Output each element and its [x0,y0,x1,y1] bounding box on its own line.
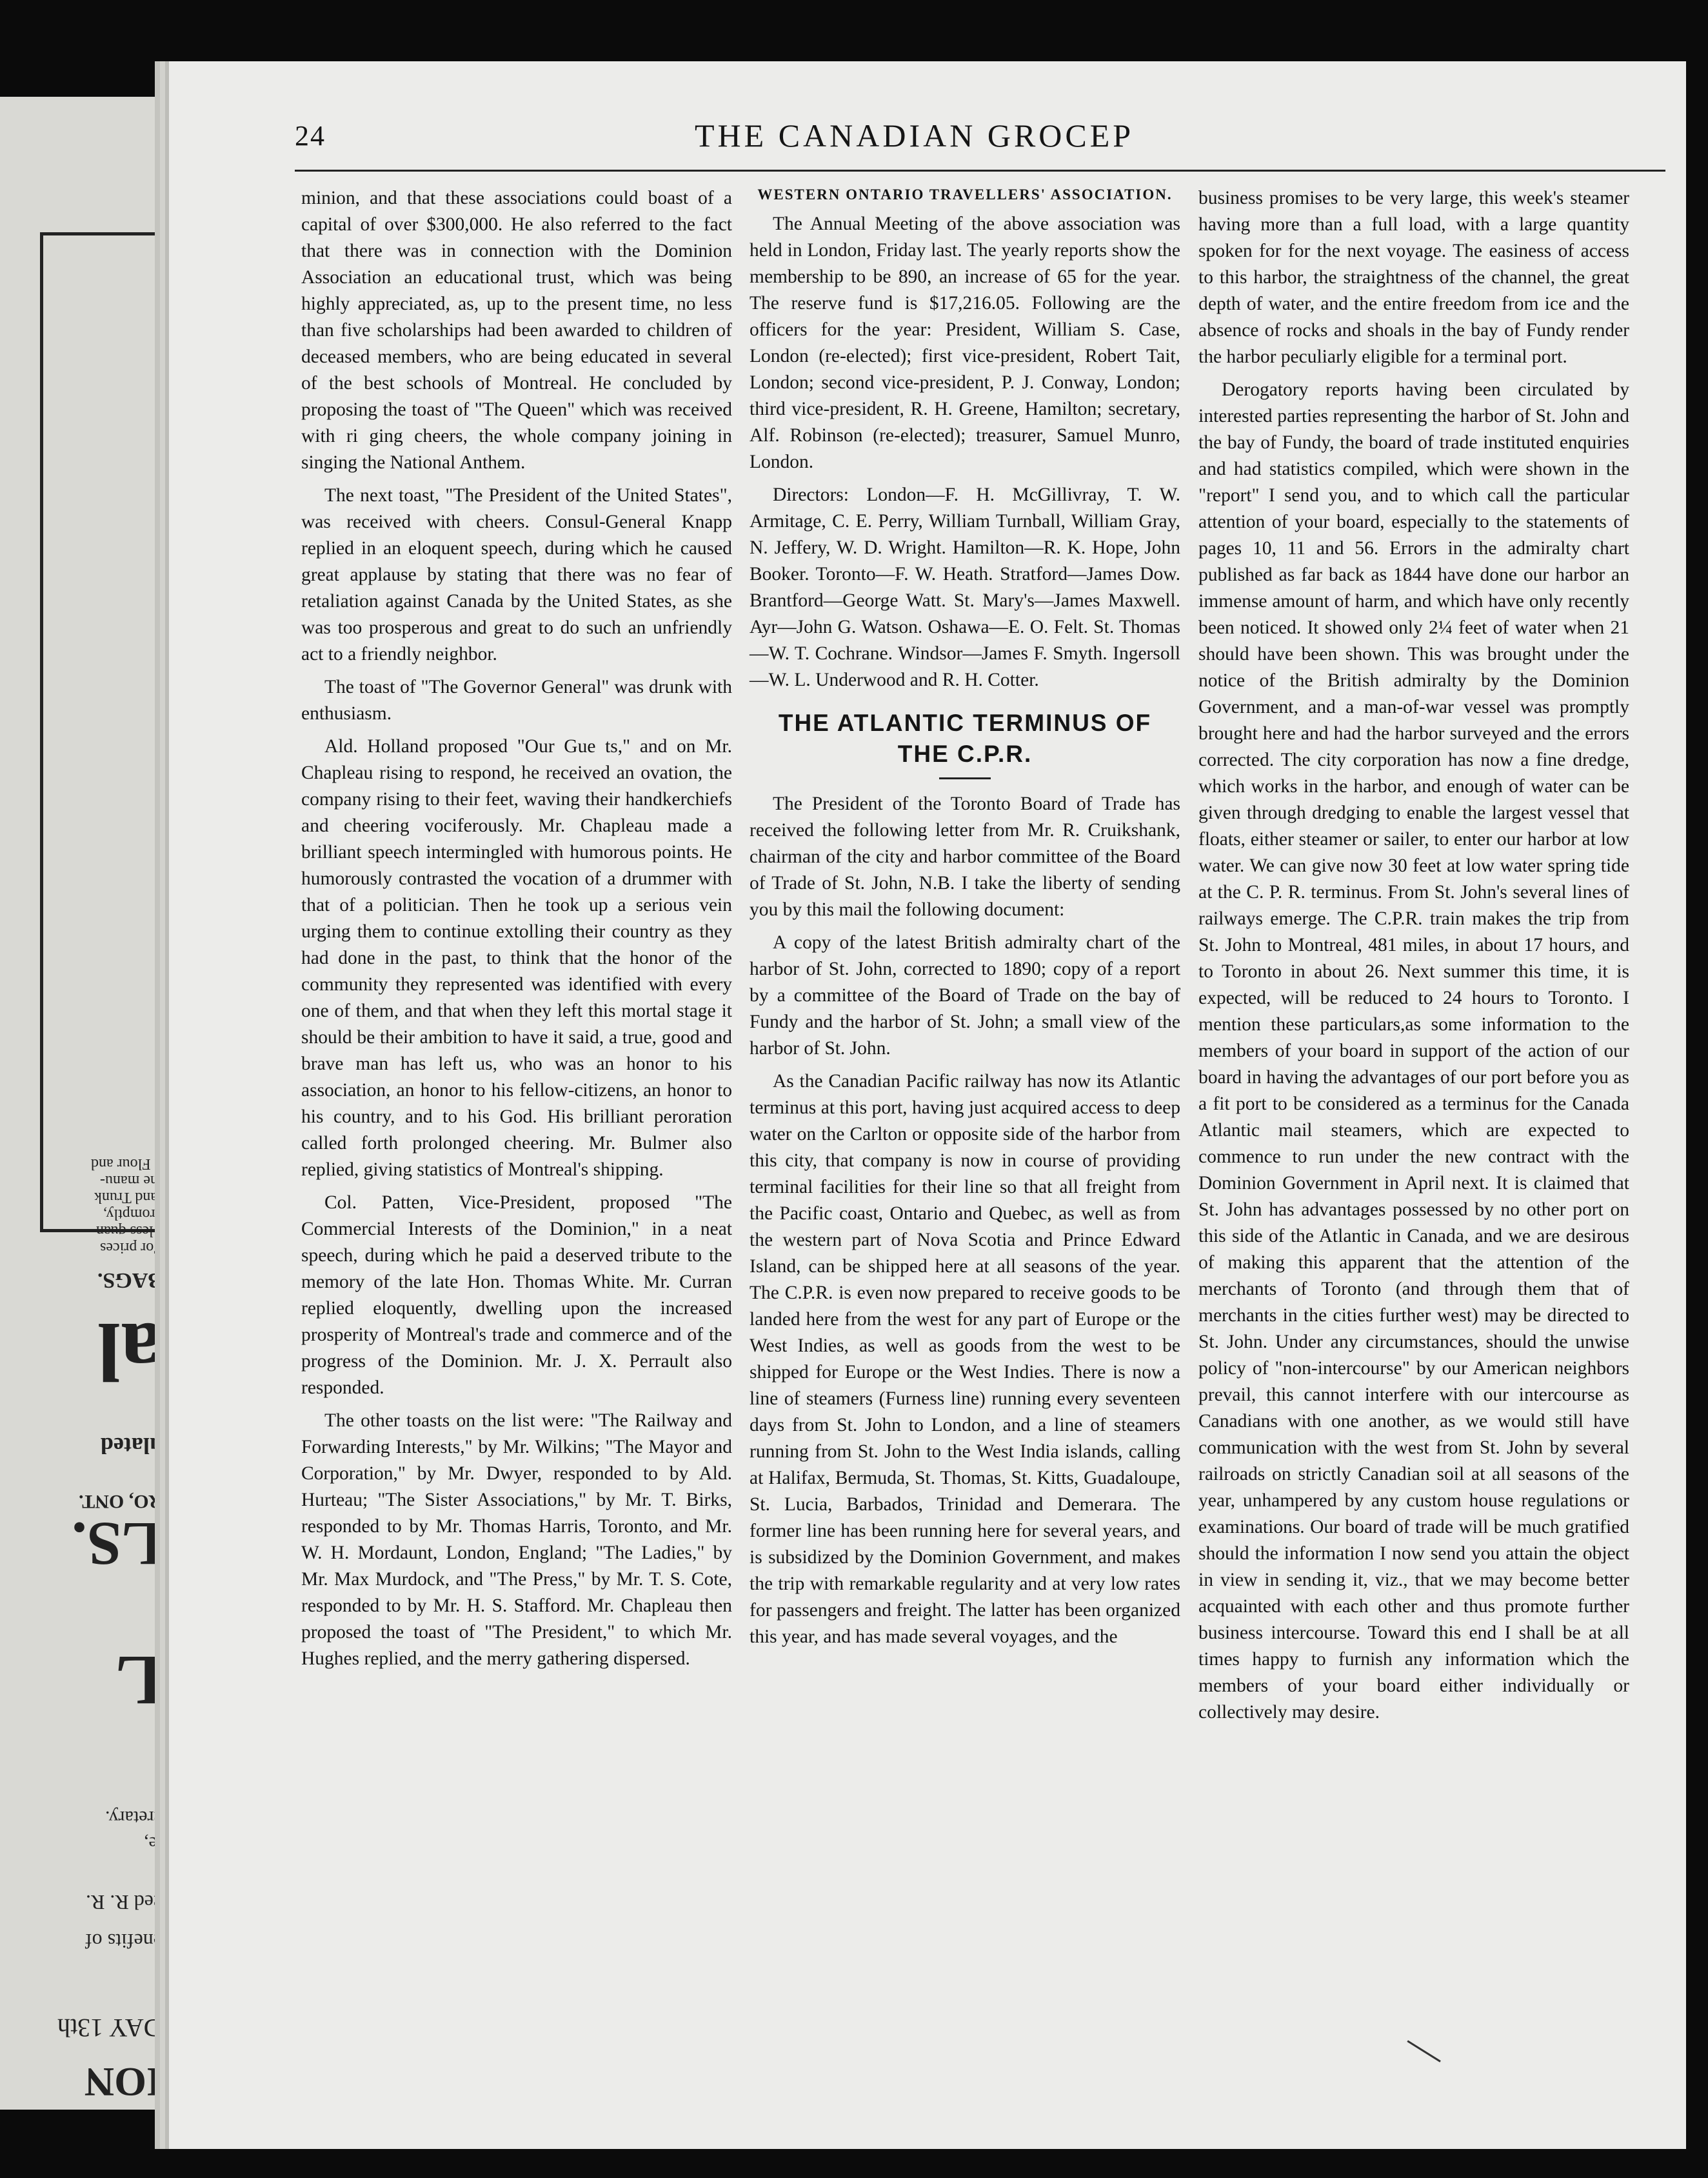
paragraph: The next toast, "The President of the United States", was received with cheers. Consul-General Knapp replied in an eloquent speech, during which he caused great applause by stating that there was no fear of retaliation against Canada by the United States, as she was too prosperous and great to do such an unfriendly act to a friendly neighbor. [301,485,732,664]
paragraph: Directors: London—F. H. McGillivray, T. W. Armitage, C. E. Perry, William Turnball, William Gray, N. Jeffery, W. D. Wright. Hamilton—R. K. Hope, John Booker. Toronto—F. W. Heath. Stratford—James Dow. Brantford—George Watt. St. Mary's—James Maxwell. Ayr—John G. Watson. Oshawa—E. O. Felt. St. Thomas—W. T. Cochrane. Windsor—James F. Smyth. Ingersoll—W. L. Underwood and R. H. Cotter. [750,485,1180,690]
facing-page-text: ced R. R. [85,1891,163,1914]
paragraph: Col. Patten, Vice-President, proposed "The Commercial Interests of the Dominion," in a neat speech, during which he paid a deserved tribute to the memory of the late Hon. Thomas White. Mr. Curran replied eloquently, dwelling upon the increased prosperity of Montreal's trade and commerce and of the progress of the Dominion. Mr. J. X. Perrault also responded. [301,1192,732,1398]
facing-page-text: BAGS. [97,1268,163,1292]
facing-page-text: the manu- [100,1172,163,1189]
facing-page-text: L [115,1641,163,1720]
facing-page-text: LS. [71,1510,163,1579]
article-title-line: THE C.P.R. [897,741,1033,767]
header-rule [295,170,1665,172]
facing-page [0,97,169,2110]
facing-page-text: DAY 13th [57,2013,163,2043]
facing-page-text: For prices [100,1239,163,1256]
facing-page-text: enefits of [85,1930,163,1953]
facing-page-text: cretary. [105,1807,163,1828]
facing-page-text: le, [143,1833,163,1854]
facing-page-text: al [97,1305,163,1398]
title-rule [939,777,991,779]
article-title [750,708,1180,779]
article-title-line: THE ATLANTIC TERMINUS OF [778,710,1152,736]
paragraph: A copy of the latest British admiralty chart of the harbor of St. John, corrected to 1890; copy of a report by a committee of the Board of Trade on the bay of Fundy and the harbor of St. John; a small view of the harbor of St. John. [750,932,1180,1059]
newspaper-page [169,61,1686,2149]
paragraph: business promises to be very large, this week's steamer having more than a full load, with a large quantity spoken for for the next voyage. The easiness of access to this harbor, the straightness of the channel, the great depth of water, and the entire freedom from ice and the absence of rocks and shoals in the bay of Fundy render the harbor peculiarly eligible for a terminal port. [1198,188,1629,367]
paragraph: Derogatory reports having been circulated by interested parties representing the harbor of St. John and the bay of Fundy, the board of trade instituted enquiries and had statistics compiled, which were shown in the "report" I send you, and to which call the particular attention of your board, especially to the statements of pages 10, 11 and 56. Errors in the admiralty chart published as far back as 1844 have done our harbor an immense amount of harm, and which have only recently been noticed. It showed only 2¼ feet of water when 21 should have been shown. This was brought under the notice of the British admiralty by the Dominion Government, and a man-of-war vessel was promptly brought here and had the harbor surveyed and the errors corrected. The city corporation has now a fine dredge, which works in the harbor, and enough of water can be given through dredging to enable the largest vessel that floats, either steamer or sailer, to enter our harbor at low water. We can give now 30 feet at low water spring tide at the C. P. R. terminus. From St. John's several lines of railways emerge. The C.P.R. train makes the trip from St. John to Montreal, 481 miles, in about 17 hours, and to Toronto in about 26. Next summer this time, it is expected, will be reduced to 24 hours to Toronto. I mention these particulars,as some information to the members of your board in support of the action of our board in having the advantages of our port before you as a fit port to be considered as a terminus for the Canada Atlantic mail steamers, which are expected to commence to run under the new contract with the Dominion Government in April next. It is claimed that St. John has advantages possessed by no other port on this side of the Atlantic in Canada, and we are desirous of making this apparent that the attention of the merchants of Toronto (and through them that of merchants in the cities further west) may be directed to St. John. Under any circumstances, should the unwise policy of "non-intercourse" by our American neighbors prevail, this cannot interfere with our intercourse as Canadians with one another, as we would still have communication with the west from St. John by several railroads on strictly Canadian soil at all seasons of the year, unhampered by any custom house regulations or examinations. Our board of trade will be much gratified should the information I now send you attain the object in view in sending it, viz., that we may become better acquainted with each other and thus promote further business intercourse. Toward this end I shall be at all times happy to furnish any information which the members of your board either individually or collectively may desire. [1198,379,1629,1723]
section-heading: WESTERN ONTARIO TRAVELLERS' ASSOCIATION. [757,186,1173,203]
facing-page-text: ION [84,2059,163,2105]
column-2 [750,185,1180,1657]
paragraph: The other toasts on the list were: "The Railway and Forwarding Interests," by Mr. Wilkins; "The Mayor and Corporation," by Mr. Dwyer, responded to by Ald. Hurteau; "The Sister Associations," by Mr. T. Birks, responded to by Mr. Thomas Harris, Toronto, and Mr. W. H. Mordaunt, London, England; "The Ladies," by Mr. Max Murdock, and "The Press," by Mr. T. S. Cote, responded to by Mr. H. S. Stafford. Mr. Chapleau then proposed the toast of "The President," to which Mr. Hughes replied, and the merry gathering dispersed. [301,1410,732,1669]
facing-page-text: promptly, [103,1206,163,1223]
facing-page-text: n Flour and [91,1155,163,1172]
page-header [295,119,1660,165]
paragraph: The Annual Meeting of the above association was held in London, Friday last. The yearly reports show the membership to be 890, an increase of 65 for the year. The reserve fund is $17,216.05. Following are the officers for the year: President, William S. Case, London (re-elected); first vice-president, Robert Tait, London; second vice-president, P. J. Conway, London; third vice-president, R. H. Greene, Hamilton; secretary, Alf. Robinson (re-elected); treasurer, Samuel Munro, London. [750,214,1180,472]
facing-page-text: ulated [100,1433,163,1459]
facing-page-text: rand Trunk [94,1189,163,1206]
paragraph: The President of the Toronto Board of Trade has received the following letter from Mr. R. Cruikshank, chairman of the city and harbor committee of the Board of Trade of St. John, N.B. I take the liberty of sending you by this mail the following document: [750,794,1180,920]
column-3 [1198,185,1629,1732]
paragraph: The toast of "The Governor General" was drunk with enthusiasm. [301,677,732,724]
page-number: 24 [295,120,326,152]
paragraph: minion, and that these associations could boast of a capital of over $300,000. He also referred to the fact that there was in connection with the Dominion Association an educational trust, which was being highly appreciated, as, up to the present time, no less than five scholarships had been awarded to children of deceased members, who are being educated in several of the best schools of Montreal. He concluded by proposing the toast of "The Queen" which was received with ri ging cheers, the whole company joining in singing the National Anthem. [301,188,732,473]
stray-mark [1393,2040,1441,2084]
facing-page-text: RO, ONT. [78,1491,163,1512]
paragraph: Ald. Holland proposed "Our Gue ts," and on Mr. Chapleau rising to respond, he received an ovation, the company rising to their feet, waving their handkerchiefs and cheering vociferously. Mr. Chapleau made a brilliant speech intermingled with humorous points. He humorously contrasted the vocation of a drummer with that of a politician. Then he took up a serious vein urging them to continue extolling their country as they had done in the past, to think that the honor of the community they represented was identified with every one of them, and that when they left this mortal stage it should be their ambition to have it said, a true, good and brave man has left us, who was an honor to his association, an honor to his fellow-citizens, an honor to his country, and to his God. His brilliant peroration called forth prolonged cheering. Mr. Bulmer also replied, giving statistics of Montreal's shipping. [301,736,732,1180]
facing-page-text: r less quan- [91,1223,163,1239]
paragraph: As the Canadian Pacific railway has now its Atlantic terminus at this port, having just acquired access to deep water on the Carlton or opposite side of the harbor from this city, that company is now in course of providing terminal facilities for their line so that all freight from the Pacific coast, Ontario and Quebec, as well as from the western part of Nova Scotia and Prince Edward Island, can be shipped here at all seasons of the year. The C.P.R. is even now prepared to receive goods to be landed here from the west for any part of Europe or the West Indies, as well as goods from the west to be shipped for Europe or the West Indies. There is now a line of steamers (Furness line) running every seventeen days from St. John to London, and a line of steamers running from St. John to the West India islands, calling at Halifax, Bermuda, St. Thomas, St. Kitts, Guadaloupe, St. Lucia, Barbados, Trinidad and Demerara. The former line has been running here for several years, and is subsidized by the Dominion Government, and makes the trip with remarkable regularity and at very low rates for passengers and freight. The latter has been organized this year, and has made several voyages, and the [750,1071,1180,1647]
column-1 [301,185,732,1679]
facing-page-border [40,232,169,1232]
masthead: THE CANADIAN GROCEP [695,117,1135,154]
